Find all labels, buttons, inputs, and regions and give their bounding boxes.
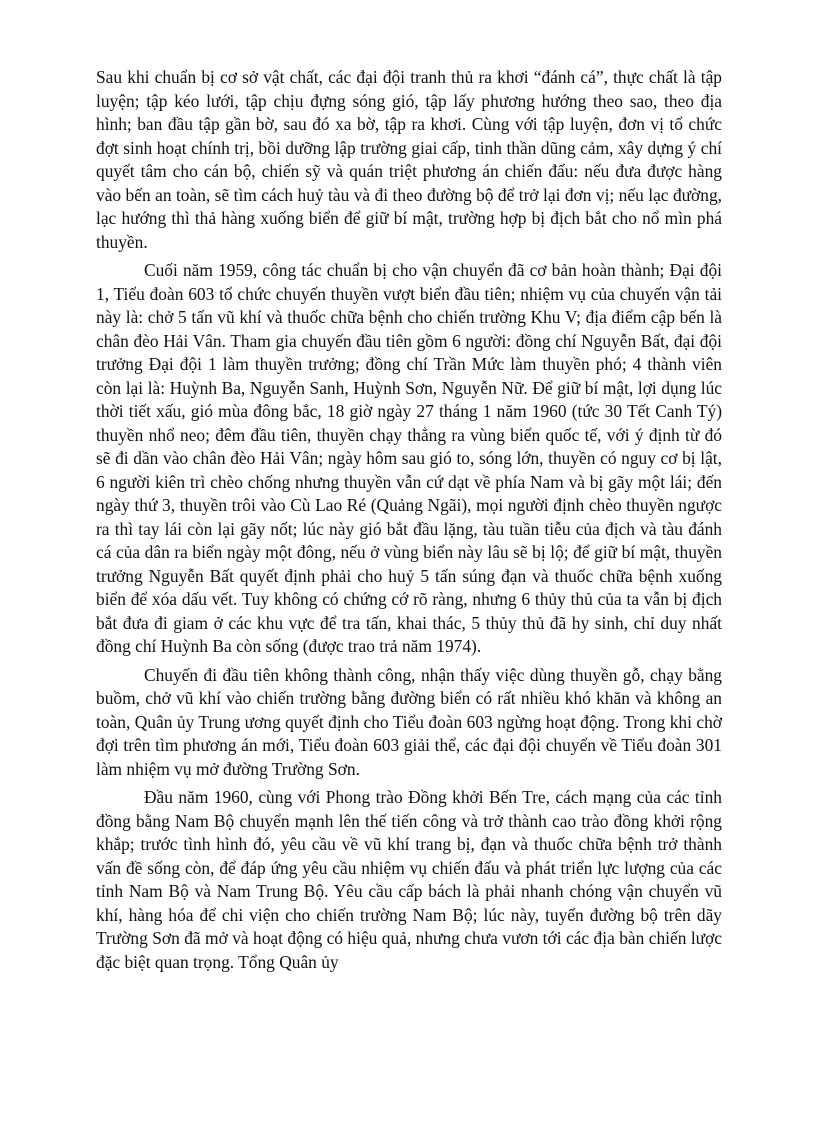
paragraph-3: Chuyến đi đầu tiên không thành công, nhận thấy việc dùng thuyền gỗ, chạy bằng buồm, chở vũ khí vào chiến trường bằng đường biển có rất nhiều khó khăn và không an toàn, Quân ủy Trung ương quyết định cho Tiểu đoàn 603 ngừng hoạt động. Trong khi chờ đợi trên tìm phương án mới, Tiểu đoàn 603 giải thể, các đại đội chuyển về Tiểu đoàn 301 làm nhiệm vụ mở đường Trường Sơn. [96,664,722,779]
paragraph-2: Cuối năm 1959, công tác chuẩn bị cho vận chuyển đã cơ bản hoàn thành; Đại đội 1, Tiểu đoàn 603 tổ chức chuyến thuyền vượt biển đầu tiên; nhiệm vụ của chuyến vận tải này là: chở 5 tấn vũ khí và thuốc chữa bệnh cho chiến trường Khu V; địa điểm cập bến là chân đèo Hải Vân. Tham gia chuyến đầu tiên gồm 6 người: đồng chí Nguyễn Bất, đại đội trưởng Đại đội 1 làm thuyền trưởng; đồng chí Trần Mức làm thuyền phó; 4 thành viên còn lại là: Huỳnh Ba, Nguyễn Sanh, Huỳnh Sơn, Nguyễn Nữ. Để giữ bí mật, lợi dụng lúc thời tiết xấu, gió mùa đông bắc, 18 giờ ngày 27 tháng 1 năm 1960 (tức 30 Tết Canh Tý) thuyền nhổ neo; đêm đầu tiên, thuyền chạy thẳng ra vùng biển quốc tế, với ý định từ đó sẽ đi dần vào chân đèo Hải Vân; ngày hôm sau gió to, sóng lớn, thuyền có nguy cơ bị lật, 6 người kiên trì chèo chống nhưng thuyền vẫn cứ dạt về phía Nam và bị gãy một lái; đến ngày thứ 3, thuyền trôi vào Cù Lao Ré (Quảng Ngãi), mọi người định chèo thuyền ngược ra thì tay lái còn lại gãy nốt; lúc này gió bắt đầu lặng, tàu tuần tiễu của địch và tàu đánh cá của dân ra biển ngày một đông, nếu ở vùng biển này lâu sẽ bị lộ; để giữ bí mật, thuyền trưởng Nguyễn Bất quyết định phải cho huỷ 5 tấn súng đạn và thuốc chữa bệnh xuống biển để xóa dấu vết. Tuy không có chứng cớ rõ ràng, nhưng 6 thủy thủ của ta vẫn bị địch bắt đưa đi giam ở các khu vực để tra tấn, khai thác, 5 thủy thủ đã hy sinh, chỉ duy nhất đồng chí Huỳnh Ba còn sống (được trao trả năm 1974). [96,260,722,656]
paragraph-4: Đầu năm 1960, cùng với Phong trào Đồng khởi Bến Tre, cách mạng của các tỉnh đồng bằng Nam Bộ chuyển mạnh lên thế tiến công và trở thành cao trào đồng khởi rộng khắp; trước tình hình đó, yêu cầu về vũ khí trang bị, đạn và thuốc chữa bệnh trở thành vấn đề sống còn, để đáp ứng yêu cầu nhiệm vụ chiến đấu và phát triển lực lượng của các tỉnh Nam Bộ và Nam Trung Bộ. Yêu cầu cấp bách là phải nhanh chóng vận chuyển vũ khí, hàng hóa để chi viện cho chiến trường Nam Bộ; lúc này, tuyến đường bộ trên dãy Trường Sơn đã mở và hoạt động có hiệu quả, nhưng chưa vươn tới các địa bàn chiến lược đặc biệt quan trọng. Tổng Quân ủy [96,787,722,972]
document-page [96,66,722,979]
paragraph-1: Sau khi chuẩn bị cơ sở vật chất, các đại đội tranh thủ ra khơi “đánh cá”, thực chất là tập luyện; tập kéo lưới, tập chịu đựng sóng gió, tập lấy phương hướng theo sao, theo địa hình; ban đầu tập gần bờ, sau đó xa bờ, tập ra khơi. Cùng với tập luyện, đơn vị tổ chức đợt sinh hoạt chính trị, bồi dưỡng lập trường giai cấp, tinh thần dũng cảm, xây dựng ý chí quyết tâm cho cán bộ, chiến sỹ và quán triệt phương án chiến đấu: nếu đưa được hàng vào bến an toàn, sẽ tìm cách huỷ tàu và đi theo đường bộ để trở lại đơn vị; nếu lạc đường, lạc hướng thì thả hàng xuống biển để giữ bí mật, trường hợp bị địch bắt cho nổ mìn phá thuyền. [96,67,722,252]
